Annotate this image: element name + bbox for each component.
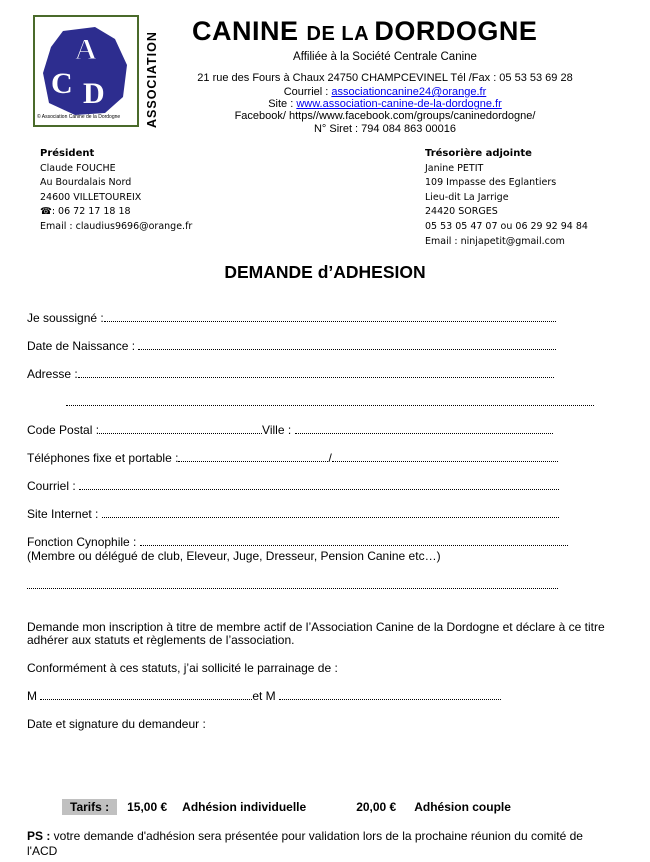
field-site[interactable] [27, 507, 559, 521]
ps-note-2: l'ACD [27, 844, 58, 858]
label: Site : [268, 98, 297, 110]
ps-label: PS : [27, 829, 51, 843]
blank-line[interactable] [99, 424, 262, 434]
treasurer-city: 24420 SORGES [425, 206, 498, 218]
ps-note [27, 829, 583, 843]
sponsorship-text: Conformément à ces statuts, j’ai sollicité le parrainage de : [27, 661, 338, 675]
field-adresse[interactable] [27, 367, 554, 381]
type-individual: Adhésion individuelle [182, 800, 307, 814]
blank-line[interactable] [27, 579, 558, 589]
separator: / [328, 451, 332, 465]
org-site-line [190, 98, 580, 110]
label: Je soussigné : [27, 311, 104, 325]
form-title: DEMANDE d’ADHESION [224, 262, 426, 282]
blank-line[interactable] [279, 690, 501, 700]
price-couple: 20,00 € [356, 800, 397, 814]
signature-label: Date et signature du demandeur : [27, 717, 206, 731]
svg-text:D: D [83, 77, 105, 110]
blank-line[interactable] [79, 480, 559, 490]
affiliation: Affiliée à la Société Centrale Canine [293, 51, 477, 63]
org-email-link[interactable]: associationcanine24@orange.fr [331, 86, 487, 98]
field-fonction-2[interactable] [27, 578, 558, 592]
blank-line[interactable] [332, 452, 558, 462]
title-part: CANINE [192, 16, 307, 46]
president-address: Au Bourdalais Nord [40, 177, 132, 189]
label: Ville : [262, 423, 295, 437]
blank-line[interactable] [104, 312, 556, 322]
title-part: DE LA [306, 23, 375, 45]
blank-line[interactable] [178, 452, 328, 462]
president-phone: ☎: 06 72 17 18 18 [40, 206, 131, 218]
president-name: Claude FOUCHE [40, 162, 116, 174]
acd-logo [33, 15, 139, 127]
svg-text:C: C [51, 67, 73, 100]
label: Téléphones fixe et portable : [27, 451, 179, 465]
blank-line[interactable] [138, 340, 556, 350]
tarifs-row [62, 800, 511, 814]
president-city: 24600 VILLETOUREIX [40, 191, 142, 203]
label: Site Internet : [27, 507, 102, 521]
field-adresse-2[interactable] [66, 395, 594, 409]
title-part: DORDOGNE [374, 16, 538, 46]
blank-line[interactable] [66, 396, 594, 406]
treasurer-address: 109 Impasse des Eglantiers [425, 177, 557, 189]
tarifs-label: Tarifs : [62, 799, 117, 815]
type-couple: Adhésion couple [414, 800, 511, 814]
org-address: 21 rue des Fours à Chaux 24750 CHAMPCEVINEL Tél /Fax : 05 53 53 69 28 [197, 72, 573, 84]
field-fonction[interactable] [27, 535, 568, 549]
ps-text: votre demande d'adhésion sera présentée pour validation lors de la prochaine réunion du comité de [50, 829, 583, 843]
treasurer-email: Email : ninjapetit@gmail.com [425, 235, 565, 247]
logo-caption: © Association Canine de la Dordogne [37, 114, 121, 120]
field-naissance[interactable] [27, 339, 556, 353]
association-vertical-label: ASSOCIATION [145, 31, 159, 128]
treasurer-block [425, 147, 588, 249]
label: M [27, 689, 41, 703]
label: Code Postal : [27, 423, 100, 437]
treasurer-phone: 05 53 05 47 07 ou 06 29 92 94 84 [425, 220, 588, 232]
label: Courriel : [27, 479, 80, 493]
blank-line[interactable] [78, 368, 554, 378]
president-role: Président [40, 148, 95, 159]
svg-text:A: A [75, 33, 97, 66]
label: Fonction Cynophile : [27, 535, 140, 549]
org-siret: N° Siret : 794 084 863 00016 [313, 123, 456, 135]
president-email: Email : claudius9696@orange.fr [40, 220, 193, 232]
label: Date de Naissance : [27, 339, 139, 353]
label: et M [252, 689, 280, 703]
org-site-link[interactable]: www.association-canine-de-la-dordogne.fr [296, 98, 502, 110]
treasurer-role: Trésorière adjointe [425, 148, 532, 159]
blank-line[interactable] [295, 424, 553, 434]
org-facebook: Facebook/ https//www.facebook.com/groups/caninedordogne/ [234, 110, 536, 122]
blank-line[interactable] [40, 690, 252, 700]
field-soussigne[interactable] [27, 311, 556, 325]
field-cp-ville[interactable] [27, 423, 553, 437]
org-email-line [190, 86, 580, 98]
blank-line[interactable] [140, 536, 568, 546]
president-block [40, 147, 192, 235]
field-courriel[interactable] [27, 479, 559, 493]
field-sponsors[interactable] [27, 689, 501, 703]
treasurer-name: Janine PETIT [425, 162, 484, 174]
declaration-line1: Demande mon inscription à titre de membre actif de l’Association Canine de la Dordogne et déclare à ce titre [27, 620, 605, 634]
field-telephones[interactable] [27, 451, 558, 465]
blank-line[interactable] [102, 508, 559, 518]
label: Adresse : [27, 367, 78, 381]
dordogne-map-icon [35, 17, 137, 125]
label: Courriel : [283, 86, 332, 98]
org-title [192, 16, 537, 47]
treasurer-locality: Lieu-dit La Jarrige [425, 191, 509, 203]
declaration-line2: adhérer aux statuts et règlements de l’association. [27, 633, 295, 647]
price-individual: 15,00 € [127, 800, 168, 814]
fonction-hint: (Membre ou délégué de club, Eleveur, Juge, Dresseur, Pension Canine etc…) [27, 549, 441, 563]
